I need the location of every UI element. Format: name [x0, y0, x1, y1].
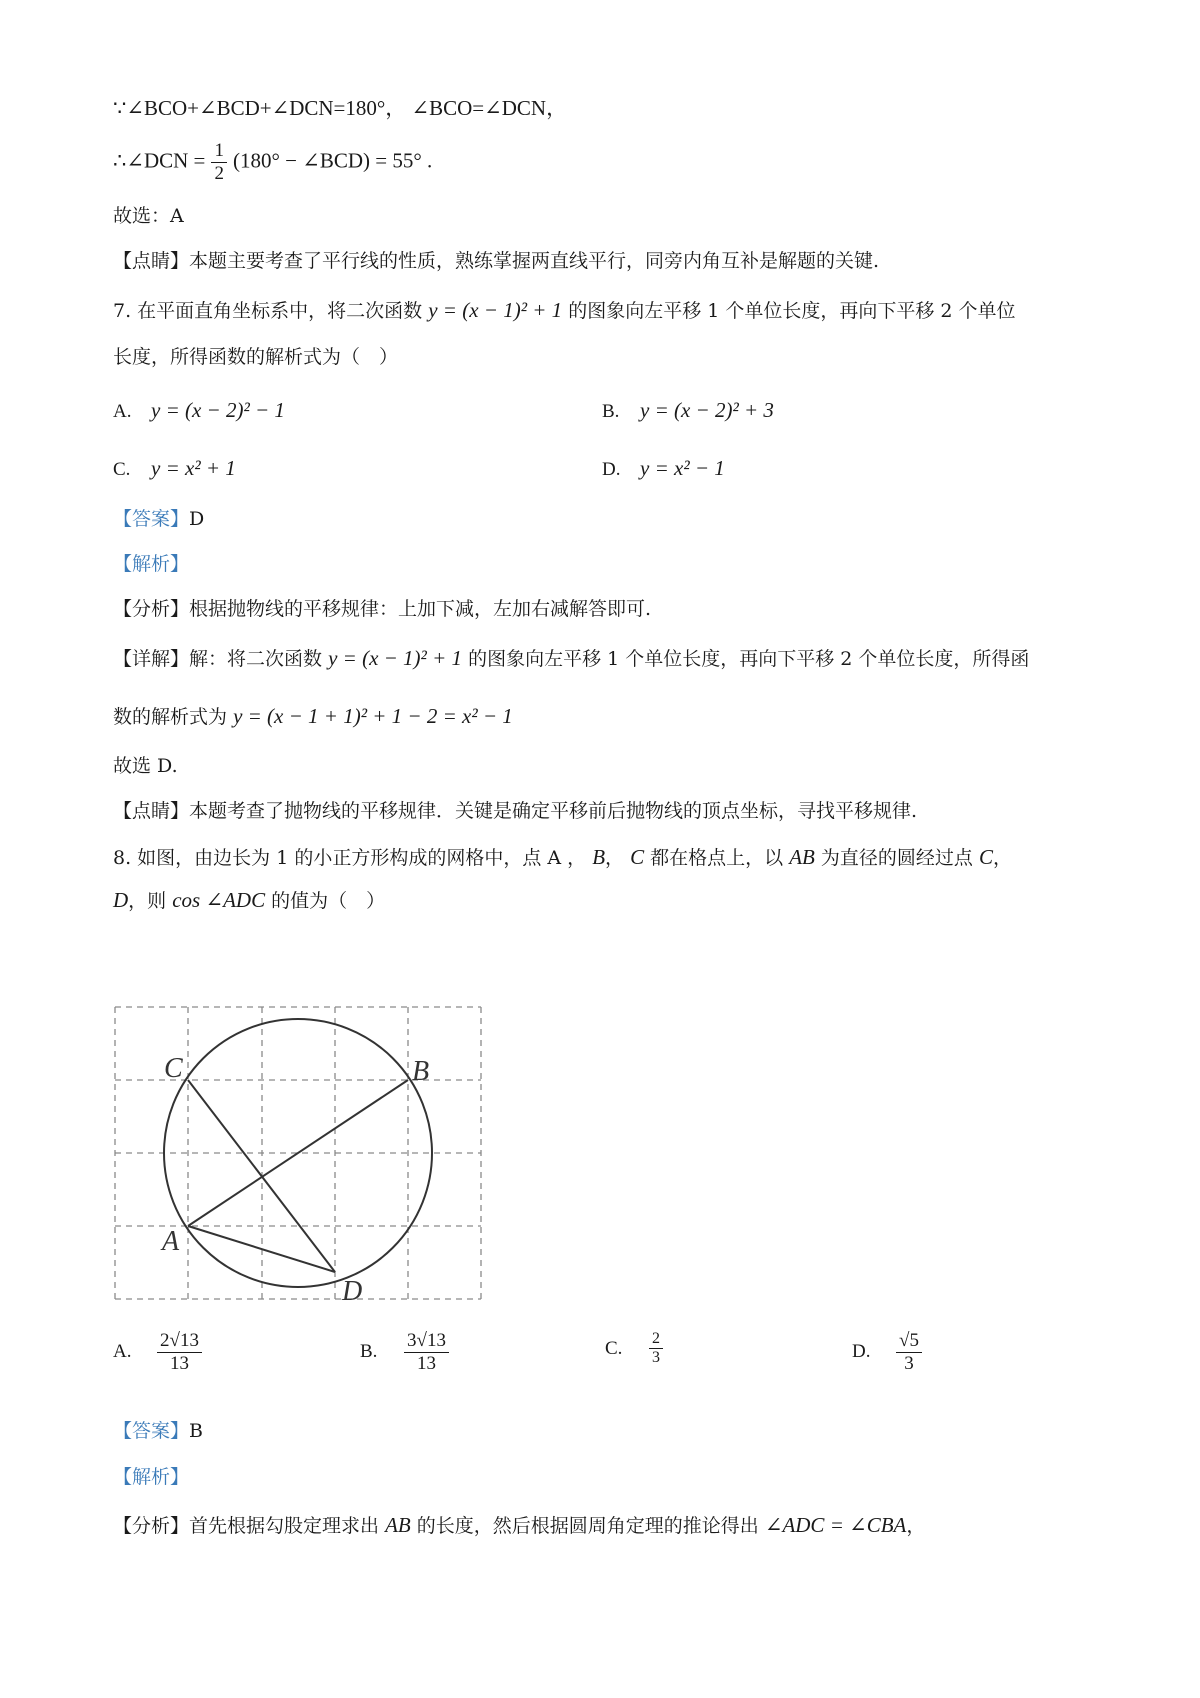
- q8-option-a[interactable]: A. $\frac{2√13}{13}$: [113, 1330, 202, 1375]
- segment-ab: [188, 1080, 408, 1226]
- fraction-half: $\frac{1}{2}$: [211, 140, 227, 185]
- prev-choice: 故选：A: [113, 205, 184, 227]
- therefore-line: ∴∠DCN = $\frac{1}{2}$ (180° − ∠BCD) = 55° .: [113, 140, 433, 184]
- label-b: B: [412, 1056, 430, 1087]
- q7-stem-line-1: 7. 在平面直角坐标系中，将二次函数 y = (x − 1)² + 1 的图象向左平移 1 个单位长度，再向下平移 2 个单位: [113, 298, 1016, 322]
- label-a: A: [162, 1226, 180, 1257]
- q7-fenxi: 【分析】根据抛物线的平移规律：上加下减，左加右减解答即可.: [113, 598, 652, 620]
- because-line: ∵∠BCO+∠BCD+∠DCN=180°， ∠BCO=∠DCN，: [113, 96, 568, 120]
- q8-answer: 【答案】B: [113, 1420, 203, 1442]
- q8-stem-line-2: D，则 cos ∠ADC 的值为（ ）: [113, 888, 386, 912]
- q8-analysis-tag: 【解析】: [113, 1466, 190, 1488]
- q7-xiangjie-line-1: 【详解】解：将二次函数 y = (x − 1)² + 1 的图象向左平移 1 个单位长度，再向下平移 2 个单位长度，所得函: [113, 646, 1030, 670]
- q7-option-c[interactable]: C. y = x² + 1: [113, 456, 236, 480]
- q7-answer: 【答案】D: [113, 508, 205, 530]
- label-d: D: [342, 1276, 363, 1307]
- q8-option-d[interactable]: D. $\frac{√5}{3}$: [852, 1330, 922, 1375]
- prev-comment: 【点睛】本题主要考查了平行线的性质，熟练掌握两直线平行，同旁内角互补是解题的关键.: [113, 250, 880, 272]
- q8-fenxi: 【分析】首先根据勾股定理求出 AB 的长度，然后根据圆周角定理的推论得出 ∠ADC = ∠CBA，: [113, 1513, 926, 1537]
- q7-option-b[interactable]: B. y = (x − 2)² + 3: [602, 398, 774, 422]
- q7-xiangjie-line-2: 数的解析式为 y = (x − 1 + 1)² + 1 − 2 = x² − 1: [113, 704, 513, 728]
- circle-grid-figure: [110, 1000, 490, 1310]
- q7-comment: 【点睛】本题考查了抛物线的平移规律．关键是确定平移前后抛物线的顶点坐标，寻找平移规律.: [113, 800, 918, 822]
- q8-option-b[interactable]: B. $\frac{3√13}{13}$: [360, 1330, 449, 1375]
- q8-stem-line-1: 8. 如图，由边长为 1 的小正方形构成的网格中，点 A ， B， C 都在格点上，以 AB 为直径的圆经过点 C，: [113, 845, 1012, 869]
- q7-stem-line-2: 长度，所得函数的解析式为（ ）: [113, 346, 399, 368]
- q7-analysis-tag: 【解析】: [113, 553, 190, 575]
- q7-choice: 故选 D.: [113, 755, 178, 777]
- q7-option-d[interactable]: D. y = x² − 1: [602, 456, 725, 480]
- q7-option-a[interactable]: A. y = (x − 2)² − 1: [113, 398, 285, 422]
- label-c: C: [164, 1053, 183, 1084]
- q8-option-c[interactable]: C. $\frac{2}{3}$: [605, 1330, 663, 1368]
